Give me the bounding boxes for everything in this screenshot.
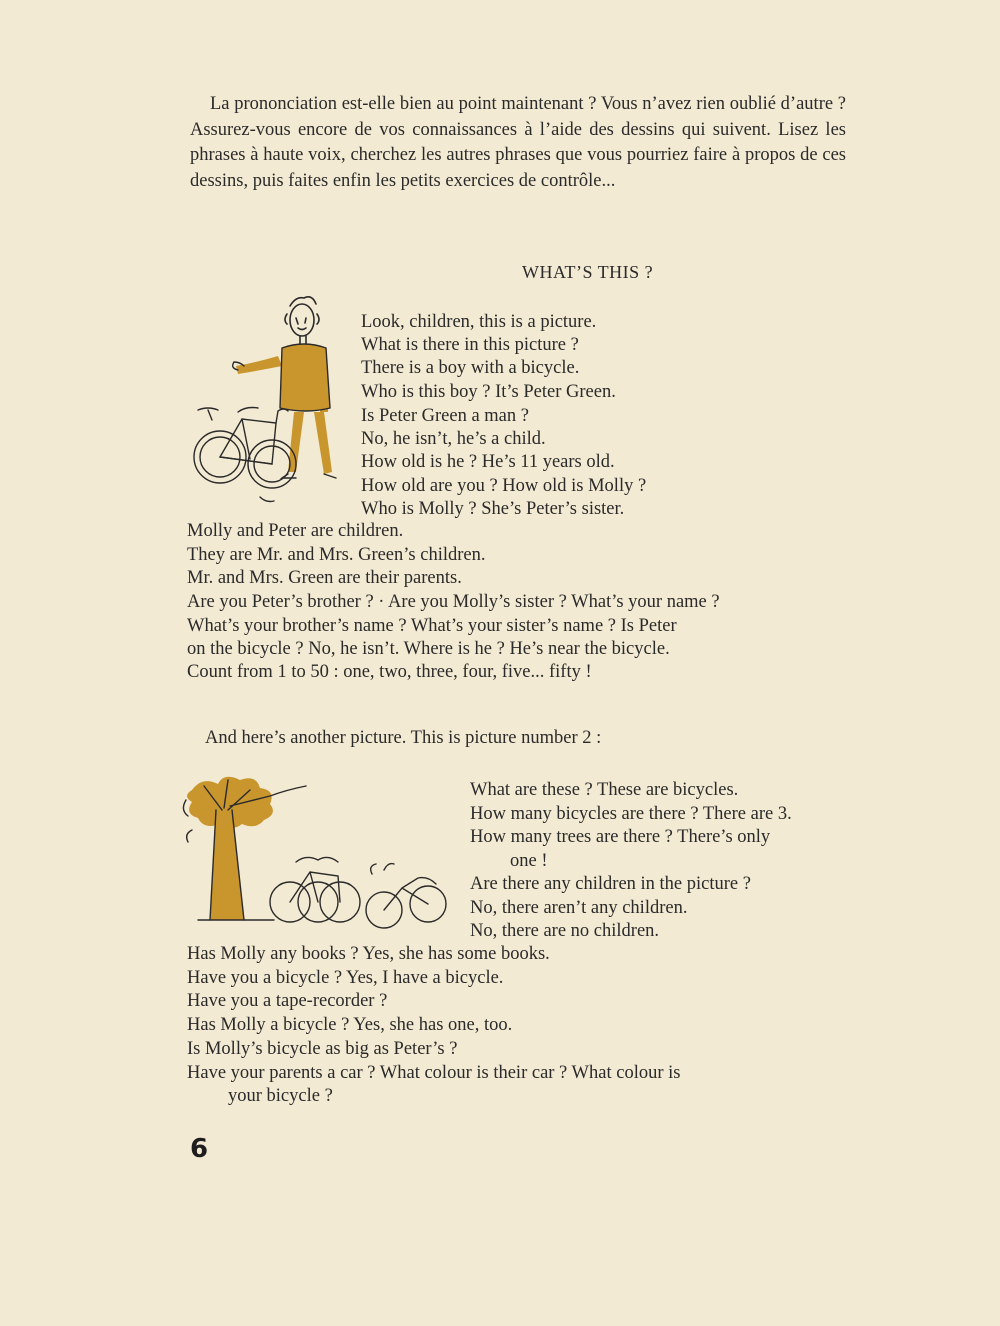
text-line: Who is Molly ? She’s Peter’s sister. — [361, 499, 625, 519]
text-line: your bicycle ? — [228, 1086, 333, 1106]
intro-paragraph: La prononciation est-elle bien au point maintenant ? Vous n’avez rien oublié d’autre ? Assurez-vous encore de vos connaissances à l’aide des dessins qui suivent. Lisez les phrases à haute voix, cherchez les autres phrases que vous pourriez faire à propos de ces dessins, puis faites enfin les petits exercices de contrôle... — [190, 94, 846, 191]
text-line: Mr. and Mrs. Green are their parents. — [187, 568, 462, 588]
text-line: Is Peter Green a man ? — [361, 406, 529, 426]
text-line: Has Molly any books ? Yes, she has some books. — [187, 944, 550, 964]
text-line: How many trees are there ? There’s only — [470, 827, 771, 847]
text-line: Have your parents a car ? What colour is their car ? What colour is — [187, 1063, 681, 1083]
boy-with-bicycle-illustration — [190, 292, 360, 507]
text-line: No, there are no children. — [470, 921, 660, 941]
text-line: on the bicycle ? No, he isn’t. Where is he ? He’s near the bicycle. — [187, 639, 670, 659]
text-line: Are there any children in the picture ? — [470, 874, 751, 894]
text-line: Is Molly’s bicycle as big as Peter’s ? — [187, 1039, 458, 1059]
text-line: Look, children, this is a picture. — [361, 312, 597, 332]
text-line: Molly and Peter are children. — [187, 521, 404, 541]
text-line: Have you a tape-recorder ? — [187, 991, 388, 1011]
text-line: They are Mr. and Mrs. Green’s children. — [187, 545, 486, 565]
text-line: Have you a bicycle ? Yes, I have a bicycle. — [187, 968, 504, 988]
text-line: There is a boy with a bicycle. — [361, 358, 580, 378]
text-line: Are you Peter’s brother ? · Are you Molly’s sister ? What’s your name ? — [187, 592, 720, 612]
section-heading: WHAT’S THIS ? — [522, 262, 654, 282]
text-line: one ! — [510, 851, 548, 871]
text-line: What are these ? These are bicycles. — [470, 780, 739, 800]
tree-and-bicycles-illustration — [172, 770, 468, 935]
transition-line: And here’s another picture. This is picture number 2 : — [205, 728, 602, 748]
text-line: No, there aren’t any children. — [470, 898, 688, 918]
page-number: 6 — [190, 1134, 209, 1164]
text-line: Has Molly a bicycle ? Yes, she has one, too. — [187, 1015, 513, 1035]
text-line: What’s your brother’s name ? What’s your sister’s name ? Is Peter — [187, 616, 677, 636]
text-line: How many bicycles are there ? There are 3. — [470, 804, 792, 824]
text-line: What is there in this picture ? — [361, 335, 579, 355]
text-line: No, he isn’t, he’s a child. — [361, 429, 546, 449]
text-line: Who is this boy ? It’s Peter Green. — [361, 382, 616, 402]
text-line: How old is he ? He’s 11 years old. — [361, 452, 615, 472]
text-line: How old are you ? How old is Molly ? — [361, 476, 647, 496]
text-line: Count from 1 to 50 : one, two, three, four, five... fifty ! — [187, 662, 592, 682]
